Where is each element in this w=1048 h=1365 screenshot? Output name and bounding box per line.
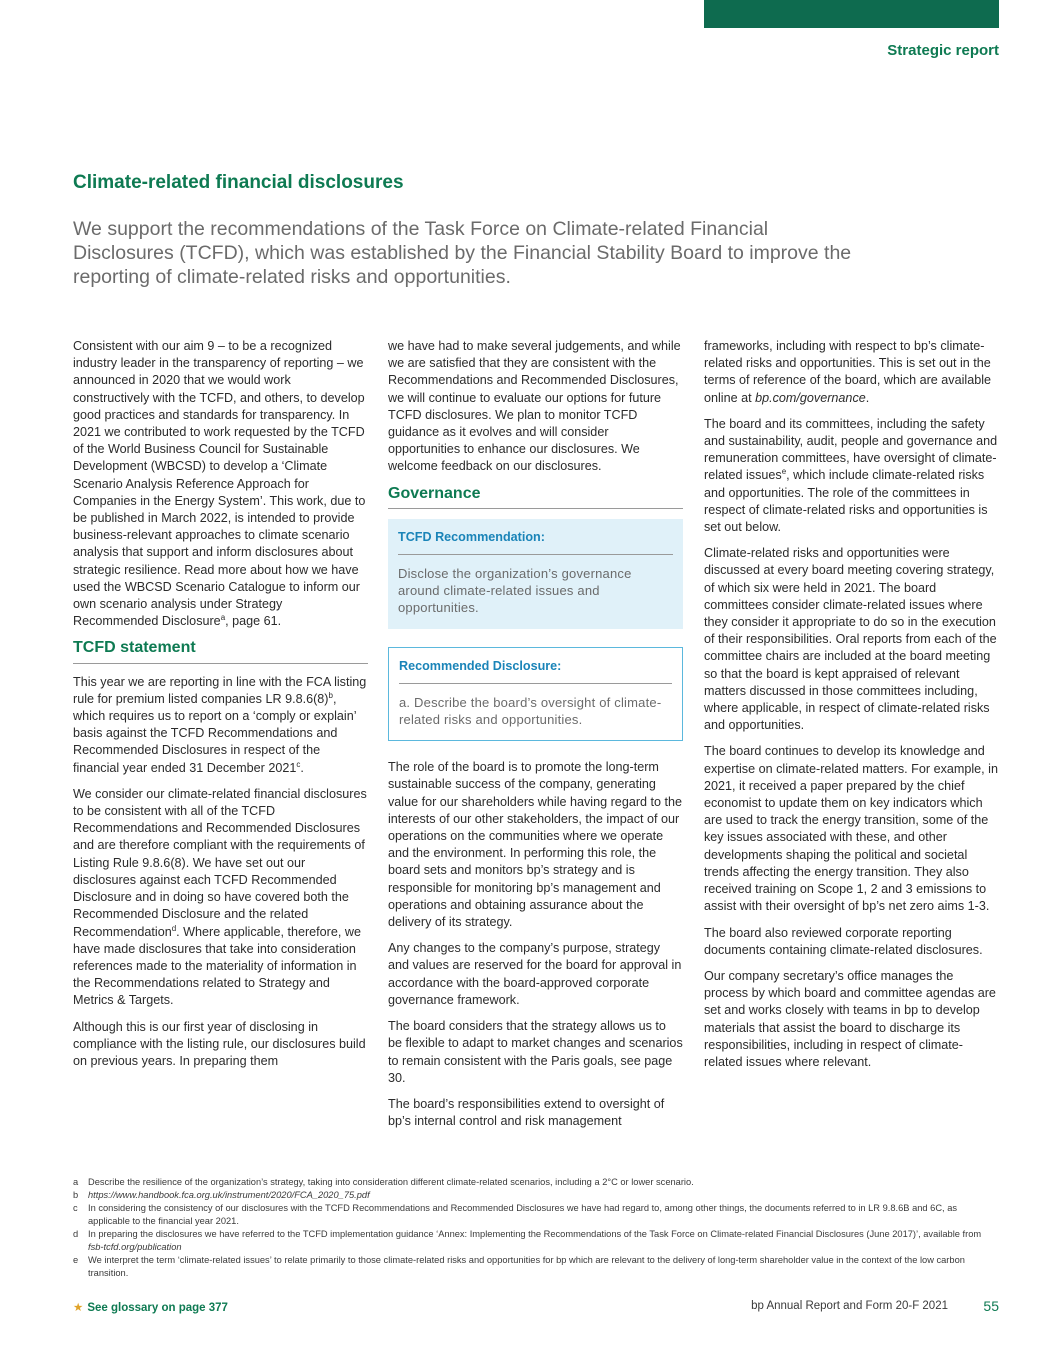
box-title: Recommended Disclosure:	[399, 658, 672, 684]
text: , page 61.	[225, 614, 282, 629]
header-color-bar	[704, 0, 999, 28]
footnotes	[73, 1176, 998, 1280]
page-title: Climate-related financial disclosures	[73, 172, 404, 193]
footnote-letter: a	[73, 1177, 79, 1187]
box-text: Disclose the organization’s governance around climate-related issues and opportunities.	[398, 566, 632, 616]
text: .	[865, 390, 870, 405]
paragraph: The board’s responsibilities extend to oversight of bp’s internal control and risk management	[388, 1096, 665, 1129]
paragraph	[704, 338, 999, 407]
section-label: Strategic report	[887, 42, 999, 59]
footnote-text: Describe the resilience of the organization’s strategy, taking into consideration different climate-related scenarios, including a 2°C or lower scenario.	[88, 1177, 694, 1187]
tcfd-recommendation-box	[388, 519, 683, 629]
paragraph	[73, 338, 368, 630]
text: The board and its committees, including the safety and sustainability, audit, people and governance and remuneration committees, have oversight of climate-related issues	[704, 416, 998, 483]
text: , which requires us to report on a ‘comply or explain’ basis against the TCFD Recommendations and Recommended Disclosures in respect of the financial year ended 31 December 2021	[73, 691, 357, 775]
footnote-letter: c	[73, 1203, 78, 1213]
paragraph: we have had to make several judgements, and while we are satisfied that they are consistent with the Recommendations and Recommended Disclosures, we will continue to evaluate our options for future TCFD disclosures. We plan to monitor TCFD guidance as it evolves and will consider opportunities to enhance our disclosures. We welcome feedback on our disclosures.	[388, 339, 681, 474]
fsb-tcfd-link[interactable]: fsb-tcfd.org/publication	[88, 1242, 182, 1252]
star-icon: ★	[73, 1302, 84, 1314]
heading-tcfd-statement: TCFD statement	[73, 639, 368, 663]
footnote-a	[73, 1176, 998, 1189]
column-3	[704, 338, 999, 1080]
footnote-text: We interpret the term ‘climate-related issues’ to relate primarily to those climate-related risks and opportunities for bp which are relevant to the delivery of long-term shareholder value in the context of the low carbon transition.	[88, 1255, 965, 1278]
text: Consistent with our aim 9 – to be a recognized industry leader in the transparency of reporting – we announced in 2020 that we would work constructively with the TCFD, and others, to develop good practices and standards for transparency. In 2021 we contributed to work requested by the TCFD of the World Business Council for Sustainable Development (WBCSD) to develop a ‘Climate Scenario Analysis Reference Approach for Companies in the Energy System’. This work, due to be published in March 2022, is intended to provide business-relevant approaches to climate scenario analysis that support and inform disclosures about strategic resilience. Read more about how we have used the WBCSD Scenario Catalogue to inform our own scenario analysis under Strategy Recommended Disclosure	[73, 339, 366, 629]
governance-link[interactable]: bp.com/governance	[755, 390, 866, 405]
column-2	[388, 338, 683, 1139]
paragraph: Climate-related risks and opportunities were discussed at every board meeting covering strategy, of which six were held in 2021. The board committees consider climate-related issues where they consider it appropriate to do so in the execution of their responsibilities. Oral reports from each of the committee chairs are included at the board meeting so that the board is kept appraised of relevant matters discussed in those committees including, where applicable, in respect of climate-related risks and opportunities.	[704, 546, 997, 733]
glossary-label: See glossary on page 377	[87, 1302, 228, 1314]
paragraph: The board also reviewed corporate reporting documents containing climate-related disclosures.	[704, 925, 983, 957]
footnote-d	[73, 1228, 998, 1254]
heading-governance: Governance	[388, 485, 683, 509]
box-text: a. Describe the board’s oversight of climate-related risks and opportunities.	[399, 694, 662, 728]
footnote-text	[88, 1228, 998, 1254]
paragraph: Although this is our first year of disclosing in compliance with the listing rule, our disclosures build on previous years. In preparing them	[73, 1019, 366, 1068]
text: . Where applicable, therefore, we have made disclosures that take into consideration references made to the materiality of information in the Recommendations related to Strategy and Metrics & Targets.	[73, 924, 361, 1008]
footnote-letter: e	[73, 1255, 79, 1265]
recommended-disclosure-box	[388, 647, 683, 742]
footnote-letter: b	[73, 1190, 79, 1200]
paragraph: The role of the board is to promote the long-term sustainable success of the company, generating value for our shareholders while having regard to the interests of our other stakeholders, the impact of our operations on the communities where we operate and the environment. In performing this role, the board sets and monitors bp’s strategy and is responsible for monitoring bp’s management and operations and obtaining assurance about the delivery of its strategy.	[388, 760, 683, 930]
paragraph	[73, 786, 368, 1010]
text: In preparing the disclosures we have referred to the TCFD implementation guidance ‘Annex: Implementing the Recommendations of the Task Force on Climate-related Financial Disclosures (June 2017)’, available from	[88, 1229, 982, 1239]
text: We consider our climate-related financial disclosures to be consistent with all of the TCFD Recommendations and Recommended Disclosures and are therefore compliant with the requirements of Listing Rule 9.8.6(8). We have set out our disclosures against each TCFD Recommended Disclosure and in doing so have covered both the Recommended Disclosure and the related Recommendation	[73, 786, 367, 939]
footnote-ref: e	[781, 467, 787, 477]
paragraph: Our company secretary’s office manages the process by which board and committee agendas are set and works closely with teams in bp to develop materials that assist the board to discharge its responsibilities, including in respect of climate-related issues where relevant.	[704, 968, 996, 1069]
footnote-text	[88, 1189, 998, 1202]
text: , which include climate-related risks and opportunities. The role of the committees in respect of climate-related risks and opportunities is set out below.	[704, 468, 988, 535]
glossary-link[interactable]	[73, 1300, 228, 1314]
footnote-ref: d	[171, 923, 177, 933]
footnote-letter: d	[73, 1229, 79, 1239]
footnote-ref: b	[328, 690, 333, 700]
paragraph: Any changes to the company’s purpose, strategy and values are reserved for the board for approval in accordance with the board-approved corporate governance framework.	[388, 941, 682, 1007]
text: .	[300, 760, 304, 775]
paragraph: The board considers that the strategy allows us to be flexible to adapt to market changes and scenarios to remain consistent with the Paris goals, see page 30.	[388, 1019, 683, 1085]
report-name: bp Annual Report and Form 20-F 2021	[751, 1300, 948, 1312]
footnote-ref: c	[296, 759, 301, 769]
paragraph	[73, 674, 368, 777]
box-title: TCFD Recommendation:	[398, 529, 673, 555]
paragraph: The board continues to develop its knowledge and expertise on climate-related matters. For example, in 2021, it received a paper prepared by the chief economist to update them on key indicators which are used to track the energy transition, some of the key issues associated with these, and other developments shaping the political and societal trends affecting the energy transition. They also received training on Scope 1, 2 and 3 emissions to assist with their oversight of bp’s net zero aims 1-3.	[704, 744, 998, 914]
footnote-c	[73, 1202, 998, 1228]
footnote-ref: a	[220, 613, 226, 623]
footnote-text: In considering the consistency of our disclosures with the TCFD Recommendations and Recommended Disclosures we have had regard to, among other things, the documents referred to in LR 9.8.6B and 6C, as applicable to the financial year 2021.	[88, 1203, 958, 1226]
fca-link[interactable]: https://www.handbook.fca.org.uk/instrument/2020/FCA_2020_75.pdf	[88, 1190, 370, 1200]
page-number: 55	[983, 1298, 999, 1314]
column-1	[73, 338, 368, 1079]
footnote-b	[73, 1189, 998, 1202]
intro-paragraph: We support the recommendations of the Task Force on Climate-related Financial Disclosures (TCFD), which was established by the Financial Stability Board to improve the reporting of climate-related risks and opportunities.	[73, 218, 852, 288]
footnote-e	[73, 1254, 998, 1280]
text: frameworks, including with respect to bp’s climate-related risks and opportunities. This is set out in the terms of reference of the board, which are available online at	[704, 339, 992, 405]
paragraph	[704, 416, 999, 536]
text: This year we are reporting in line with the FCA listing rule for premium listed companies LR 9.8.6(8)	[73, 674, 367, 706]
